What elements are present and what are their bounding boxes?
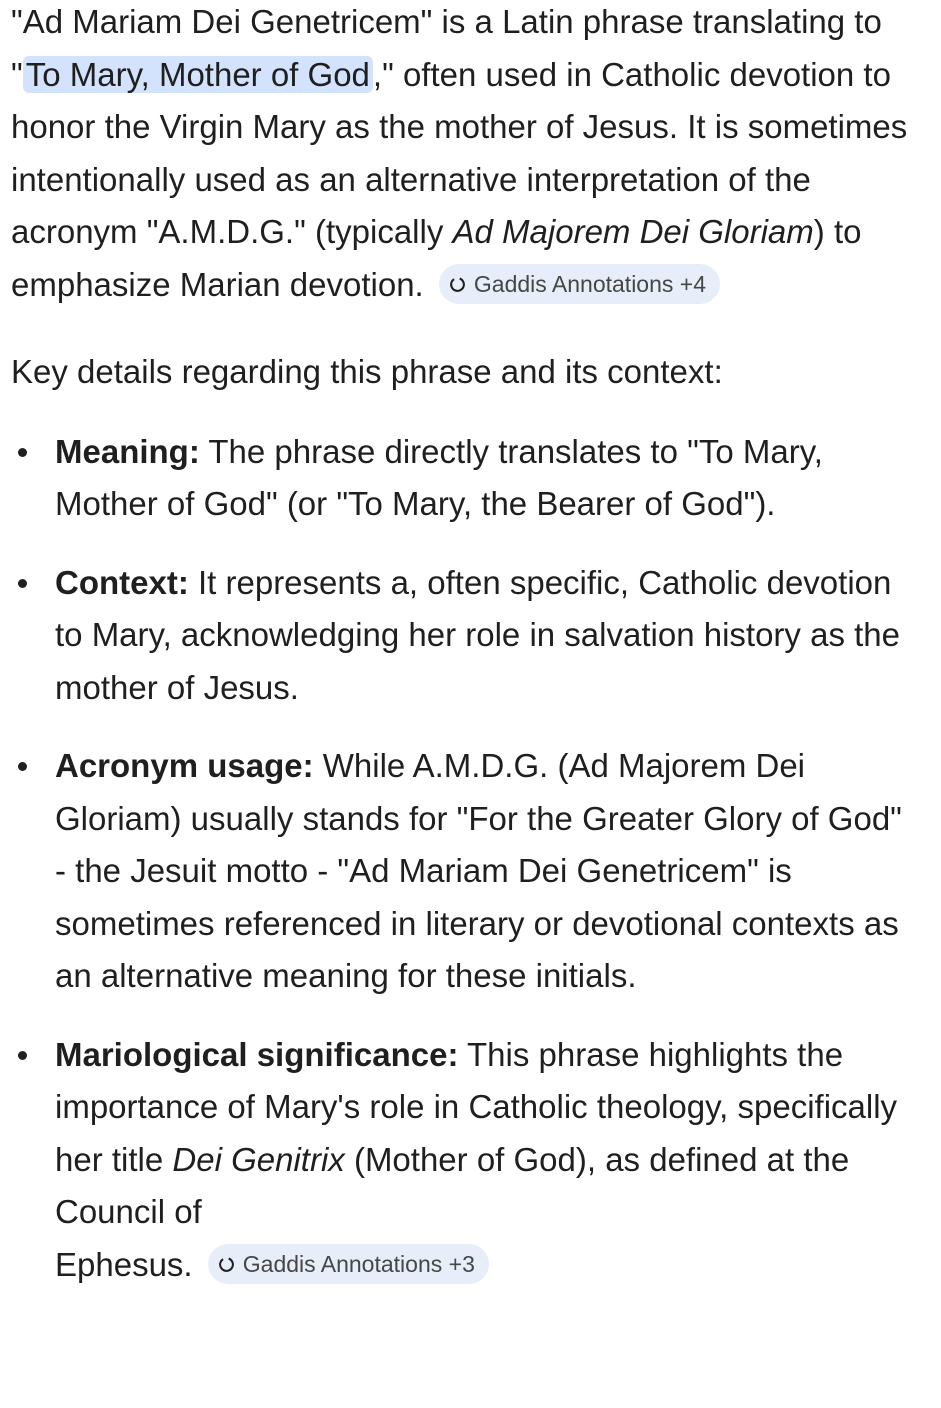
source-chip-label: Gaddis Annotations +4 bbox=[473, 270, 706, 297]
intro-text-end: ) to emphasize Marian devotion. bbox=[11, 213, 862, 303]
source-chip-gaddis-4[interactable] bbox=[439, 264, 720, 304]
key-details-heading: Key details regarding this phrase and its context: bbox=[11, 353, 723, 390]
point-italic-term: Dei Genitrix bbox=[172, 1140, 345, 1178]
bullet-dot bbox=[18, 1051, 27, 1060]
intro-text-start: "Ad Mariam Dei Genetricem" is a Latin phrase translating to " bbox=[11, 3, 882, 93]
bullet-dot bbox=[18, 762, 27, 771]
intro-text-middle: ," often used in Catholic devotion to honor the Virgin Mary as the mother of Jesus. It is sometimes intentionally used as an alternative interpretation of the acronym "A.M.D.G." (typically bbox=[11, 55, 908, 250]
point-text: It represents a, often specific, Catholic devotion to Mary, acknowledging her role in salvation history as the mother of Jesus. bbox=[55, 563, 900, 706]
intro-paragraph bbox=[11, 0, 916, 311]
bullet-dot bbox=[18, 448, 27, 457]
list-item-mariological-significance bbox=[11, 1029, 916, 1292]
source-chip-label: Gaddis Annotations +3 bbox=[242, 1250, 475, 1277]
point-label: Acronym usage: bbox=[55, 747, 314, 784]
point-text-continued: (Mother of God), as defined at the Council of bbox=[55, 1140, 850, 1230]
point-label: Context: bbox=[55, 563, 189, 601]
point-label: Meaning: bbox=[55, 432, 200, 470]
point-label: Mariological significance: bbox=[55, 1035, 459, 1073]
bullet-dot bbox=[18, 579, 27, 588]
response-content bbox=[11, 0, 916, 1317]
list-item-acronym-usage bbox=[11, 740, 916, 1003]
list-item-meaning bbox=[11, 426, 916, 531]
point-text-last-line: Ephesus. bbox=[55, 1245, 193, 1283]
source-chip-gaddis-3[interactable] bbox=[208, 1244, 489, 1284]
highlighted-phrase[interactable]: To Mary, Mother of God bbox=[23, 56, 373, 93]
loading-ring-icon bbox=[218, 1256, 235, 1273]
point-text: While A.M.D.G. (Ad Majorem Dei Gloriam) usually stands for "For the Greater Glory of God" - the Jesuit motto - "Ad Mariam Dei Genetricem" is sometimes referenced in literary or devotional contexts as an alternative meaning for these initials. bbox=[55, 747, 902, 994]
point-text: The phrase directly translates to "To Mary, Mother of God" (or "To Mary, the Bearer of God"). bbox=[55, 432, 823, 522]
point-text: This phrase highlights the importance of Mary's role in Catholic theology, specifically her title bbox=[55, 1035, 898, 1178]
loading-ring-icon bbox=[449, 276, 466, 293]
list-item-context bbox=[11, 557, 916, 715]
key-details-list bbox=[11, 426, 916, 1292]
intro-italic-term: Ad Majorem Dei Gloriam bbox=[452, 213, 814, 250]
